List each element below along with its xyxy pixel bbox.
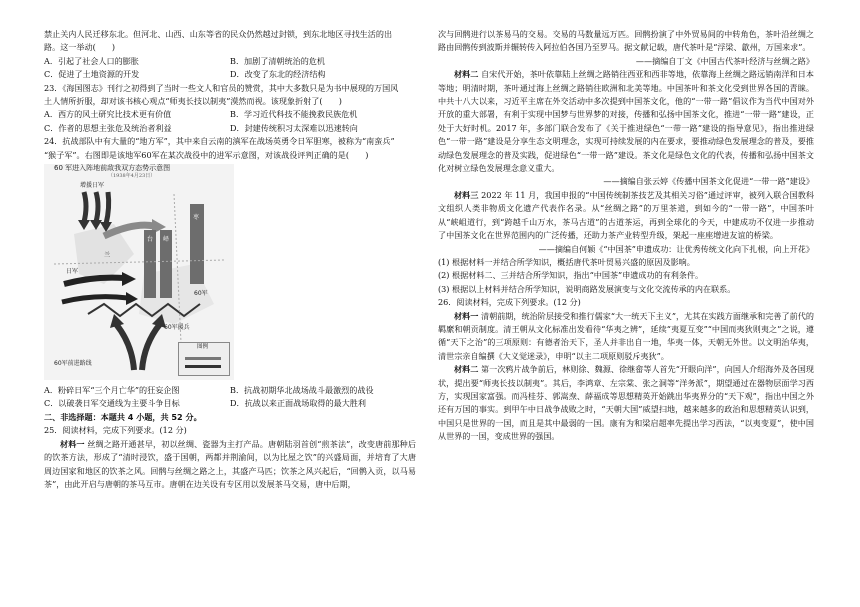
material-label: 材料二 xyxy=(454,364,479,375)
q24-stem-line1: 24．抗战部队中有大量的“地方军”，其中来自云南的滇军在战场英勇令日军胆寒，被称为“南蛮兵” xyxy=(44,136,395,147)
q23-stem-line2: 土人情所折服，却对该书核心观点“师夷长技以制夷”漠然而视。该现象折射了( ) xyxy=(44,96,342,107)
option-d[interactable]: D．改变了东北的经济结构 xyxy=(230,69,326,80)
map-subtitle: （1938年4月23日） xyxy=(108,173,156,180)
option-d[interactable]: D．封建传统积习太深难以迅速转向 xyxy=(230,122,358,133)
q25-material-3 xyxy=(438,189,814,243)
q22-options xyxy=(44,55,416,82)
material-text: 自宋代开始，茶叶依靠陆上丝绸之路销往西亚和西非等地，依靠海上丝绸之路远销南洋和日本等地；明清时期，茶叶通过海上丝绸之路销往欧洲和北美等地。中国茶叶和茶文化受到世界各国的青睐。中共十八大以来，习近平主席在外交活动中多次提到中国茶文化，他的“一带一路”倡议作为当代中国对外开放的重大部署，有利于实现中国梦与世界梦的对接，传播和弘扬中国茶文化，推进“一带一路”建设，正处于大好时机。2017 年，多部门联合发布了《关于推进绿色“一带一路”建设的指导意见》，指出推进绿色“一带一路”建设是分享生态文明理念，实现可持续发展的内在要求，要推动绿色发展理念的普及，要推动绿色发展理念的普及实践，促进绿色“一带一路”建设。茶文化是绿色文化的代表，传播和弘扬中国茶文化对树立绿色发展理念意义重大。 xyxy=(438,69,814,174)
q24-options xyxy=(44,384,416,411)
map-label-tai: 台 xyxy=(147,236,154,244)
legend-line xyxy=(185,357,221,360)
q22-stem-line1: 禁止关内人民迁移东北。但河北、山西、山东等省的民众仍然越过封锁，到东北地区寻找生活的出 xyxy=(44,29,393,39)
material-label: 材料一 xyxy=(60,438,85,449)
map-label-zao: 枣 xyxy=(193,214,200,222)
option-b[interactable]: B．加剧了清朝统治的危机 xyxy=(230,55,325,66)
q25-material-1-cont: 次与回鹘进行以茶易马的交易。交易的马数量远万匹。回鹘扮演了中外贸易间的中转角色，茶叶沿丝绸之路由回鹘传到波斯并辗转传入阿拉伯各国乃至罗马。据文献记载，唐代茶叶是“浮梁、歙州，万国来求”。 xyxy=(438,29,814,53)
legend-title: 图例 xyxy=(197,344,209,351)
q25-requirement-1: (1) 根据材料一并结合所学知识，概括唐代茶叶贸易兴盛的原因及影响。 xyxy=(438,256,695,267)
map-label-reinforcement: 60军援兵 xyxy=(164,324,190,332)
map-label-ri-jun: 日军 xyxy=(66,268,79,276)
source-citation: ——摘编自何颖《“中国茶”申遗成功：让优秀传统文化向下扎根，向上开花》 xyxy=(538,243,814,254)
left-column xyxy=(44,28,416,491)
material-label: 材料二 xyxy=(454,69,479,80)
q24-stem-line2: “猴子军”。右图即是该地军60军在某次战役中的进军示意图，对该战役评判正确的是( ) xyxy=(44,149,369,160)
battle-map xyxy=(44,164,234,380)
map-title: 60 军进入阵地前敌我双方态势示意图 xyxy=(54,164,171,173)
q23-options xyxy=(44,108,416,135)
material-text: 清朝前期，统治阶层接受和推行儒家“大一统天下主义”，尤其在实践方面继承和完善了前代的羁縻和朝贡制度。清王朝从文化标准出发看待“华夷之辨”，延续“夷夏互变”“中国而夷狄则夷之”之说，遵循“天下之治”的三项原则：有德者治天下，圣人并非出自一地，华夷一体，天朝无外世。以文明治华夷，清世宗亲自编撰《大义觉迷录》，申明“以主二项原则驳斥夷狄”。 xyxy=(438,310,814,361)
option-a[interactable]: A．引起了社会人口的膨胀 xyxy=(44,55,139,66)
right-column xyxy=(438,28,814,444)
q25-material-2 xyxy=(438,68,814,175)
option-c[interactable]: C．促进了土地资源的开发 xyxy=(44,69,140,80)
material-text: 2022 年 11 月，我国申报的“中国传统制茶技艺及其相关习俗”通过评审，被列入联合国教科文组织人类非物质文化遗产代表作名录。从“丝绸之路”的万里茶道，到如今的“一带一路”，中国茶叶从“峡岨道行，到“跨越千山万水，茶马古道”的古道茶运，再到全球化的今天，中建成功不仅进一步推动了中国茶文化在世界范围内的广泛传播，还助力茶产业转型升级，架起一座座增进友谊的桥梁。 xyxy=(438,189,814,241)
q25-requirement-3: (3) 根据以上材料并结合所学知识，说明商路发展演变与文化交流传承的内在联系。 xyxy=(438,283,736,294)
q25-material-1 xyxy=(44,438,416,492)
map-label-yi: 峄 xyxy=(163,236,170,244)
q22-stem-line2: 路。这一举动( ) xyxy=(44,42,116,53)
option-a[interactable]: A．西方的风土研究比技术更有价值 xyxy=(44,109,172,120)
option-b[interactable]: B．学习近代科技不能挽救民族危机 xyxy=(230,109,358,120)
q26-material-2 xyxy=(438,363,814,443)
option-a[interactable]: A．粉碎日军“三个月亡华”的狂妄企图 xyxy=(44,385,180,396)
q23-stem-line1: 23．《海国图志》刊行之初得到了当时一些文人和官员的赞赏，其中大多数只是为书中展现的万国风 xyxy=(44,82,399,93)
option-c[interactable]: C．以破袭日军交通线为主要斗争目标 xyxy=(44,398,180,409)
material-text: 第一次鸦片战争前后，林则徐、魏源、徐继畲等人首先“开眼向洋”，向国人介绍海外及各国现状，提出要“师夷长技以制夷”。其后，李鸿章、左宗棠、张之洞等“洋务派”，期望通过在器物层面学习西方，实现国家富强。而冯桂芬、郭嵩焘、薛福成等思想精英开始跳出华夷界分的“天下观”，指出中国之外还有万国的事实。到甲午中日战争战败之时，“天朝大国”威望扫地，越来越多的政治和思想精英认识到，中国只是世界的一国，而且是其中最弱的一国。康有为和梁启超率先提出学习西法，“以夷变夏”，使中国从世界的一国，变成世界的强国。 xyxy=(438,364,814,442)
option-c[interactable]: C．作者的思想主张危及统治者利益 xyxy=(44,122,172,133)
material-text: 丝绸之路开通甚早，初以丝绸、瓷器为主打产品。唐朝陆羽首创“煎茶法”，改变唐前那种后的饮茶方法，形成了“清时浸饮，盛于国朝，两都并荆渝间，以为比屋之饮”的兴盛局面，并培育了大唐周边国家和地区的饮茶之风。回鹘与丝绸之路之上，其盛产马匹；饮茶之风兴起后，“回鹘入贡，以马易茶”，由此开启与唐朝的茶马互市。唐朝在边关设有专区用以发展茶马交易，唐中后期， xyxy=(44,438,416,489)
map-legend xyxy=(178,342,230,376)
material-label: 材料一 xyxy=(454,310,479,321)
q25-requirement-2: (2) 根据材料二、三并结合所学知识，指出“中国茶”申遗成功的有利条件。 xyxy=(438,270,704,281)
option-b[interactable]: B．抗战初期华北战场战斗最激烈的战役 xyxy=(230,385,374,396)
map-label-route: 60军前进路线 xyxy=(54,360,92,368)
source-citation: ——摘编自丁文《中国古代茶叶经济与丝绸之路》 xyxy=(635,55,814,66)
map-label-sixty: 60军 xyxy=(194,290,208,298)
q25-title: 25．阅读材料，完成下列要求。(12 分) xyxy=(44,425,187,436)
q26-title: 26．阅读材料，完成下列要求。(12 分) xyxy=(438,297,581,308)
map-label-enemy: 增援日军 xyxy=(80,182,105,190)
source-citation: ——摘编自张云婷《传播中国茶文化促进“一带一路”建设》 xyxy=(603,176,814,187)
section-heading: 二、非选择题：本题共 4 小题，共 52 分。 xyxy=(44,411,202,422)
map-label-lan: 兰 xyxy=(104,252,111,260)
option-d[interactable]: D．抗战以来正面战场取得的最大胜利 xyxy=(230,398,366,409)
q26-material-1 xyxy=(438,310,814,364)
material-label: 材料三 xyxy=(454,189,479,200)
legend-line xyxy=(185,365,221,368)
